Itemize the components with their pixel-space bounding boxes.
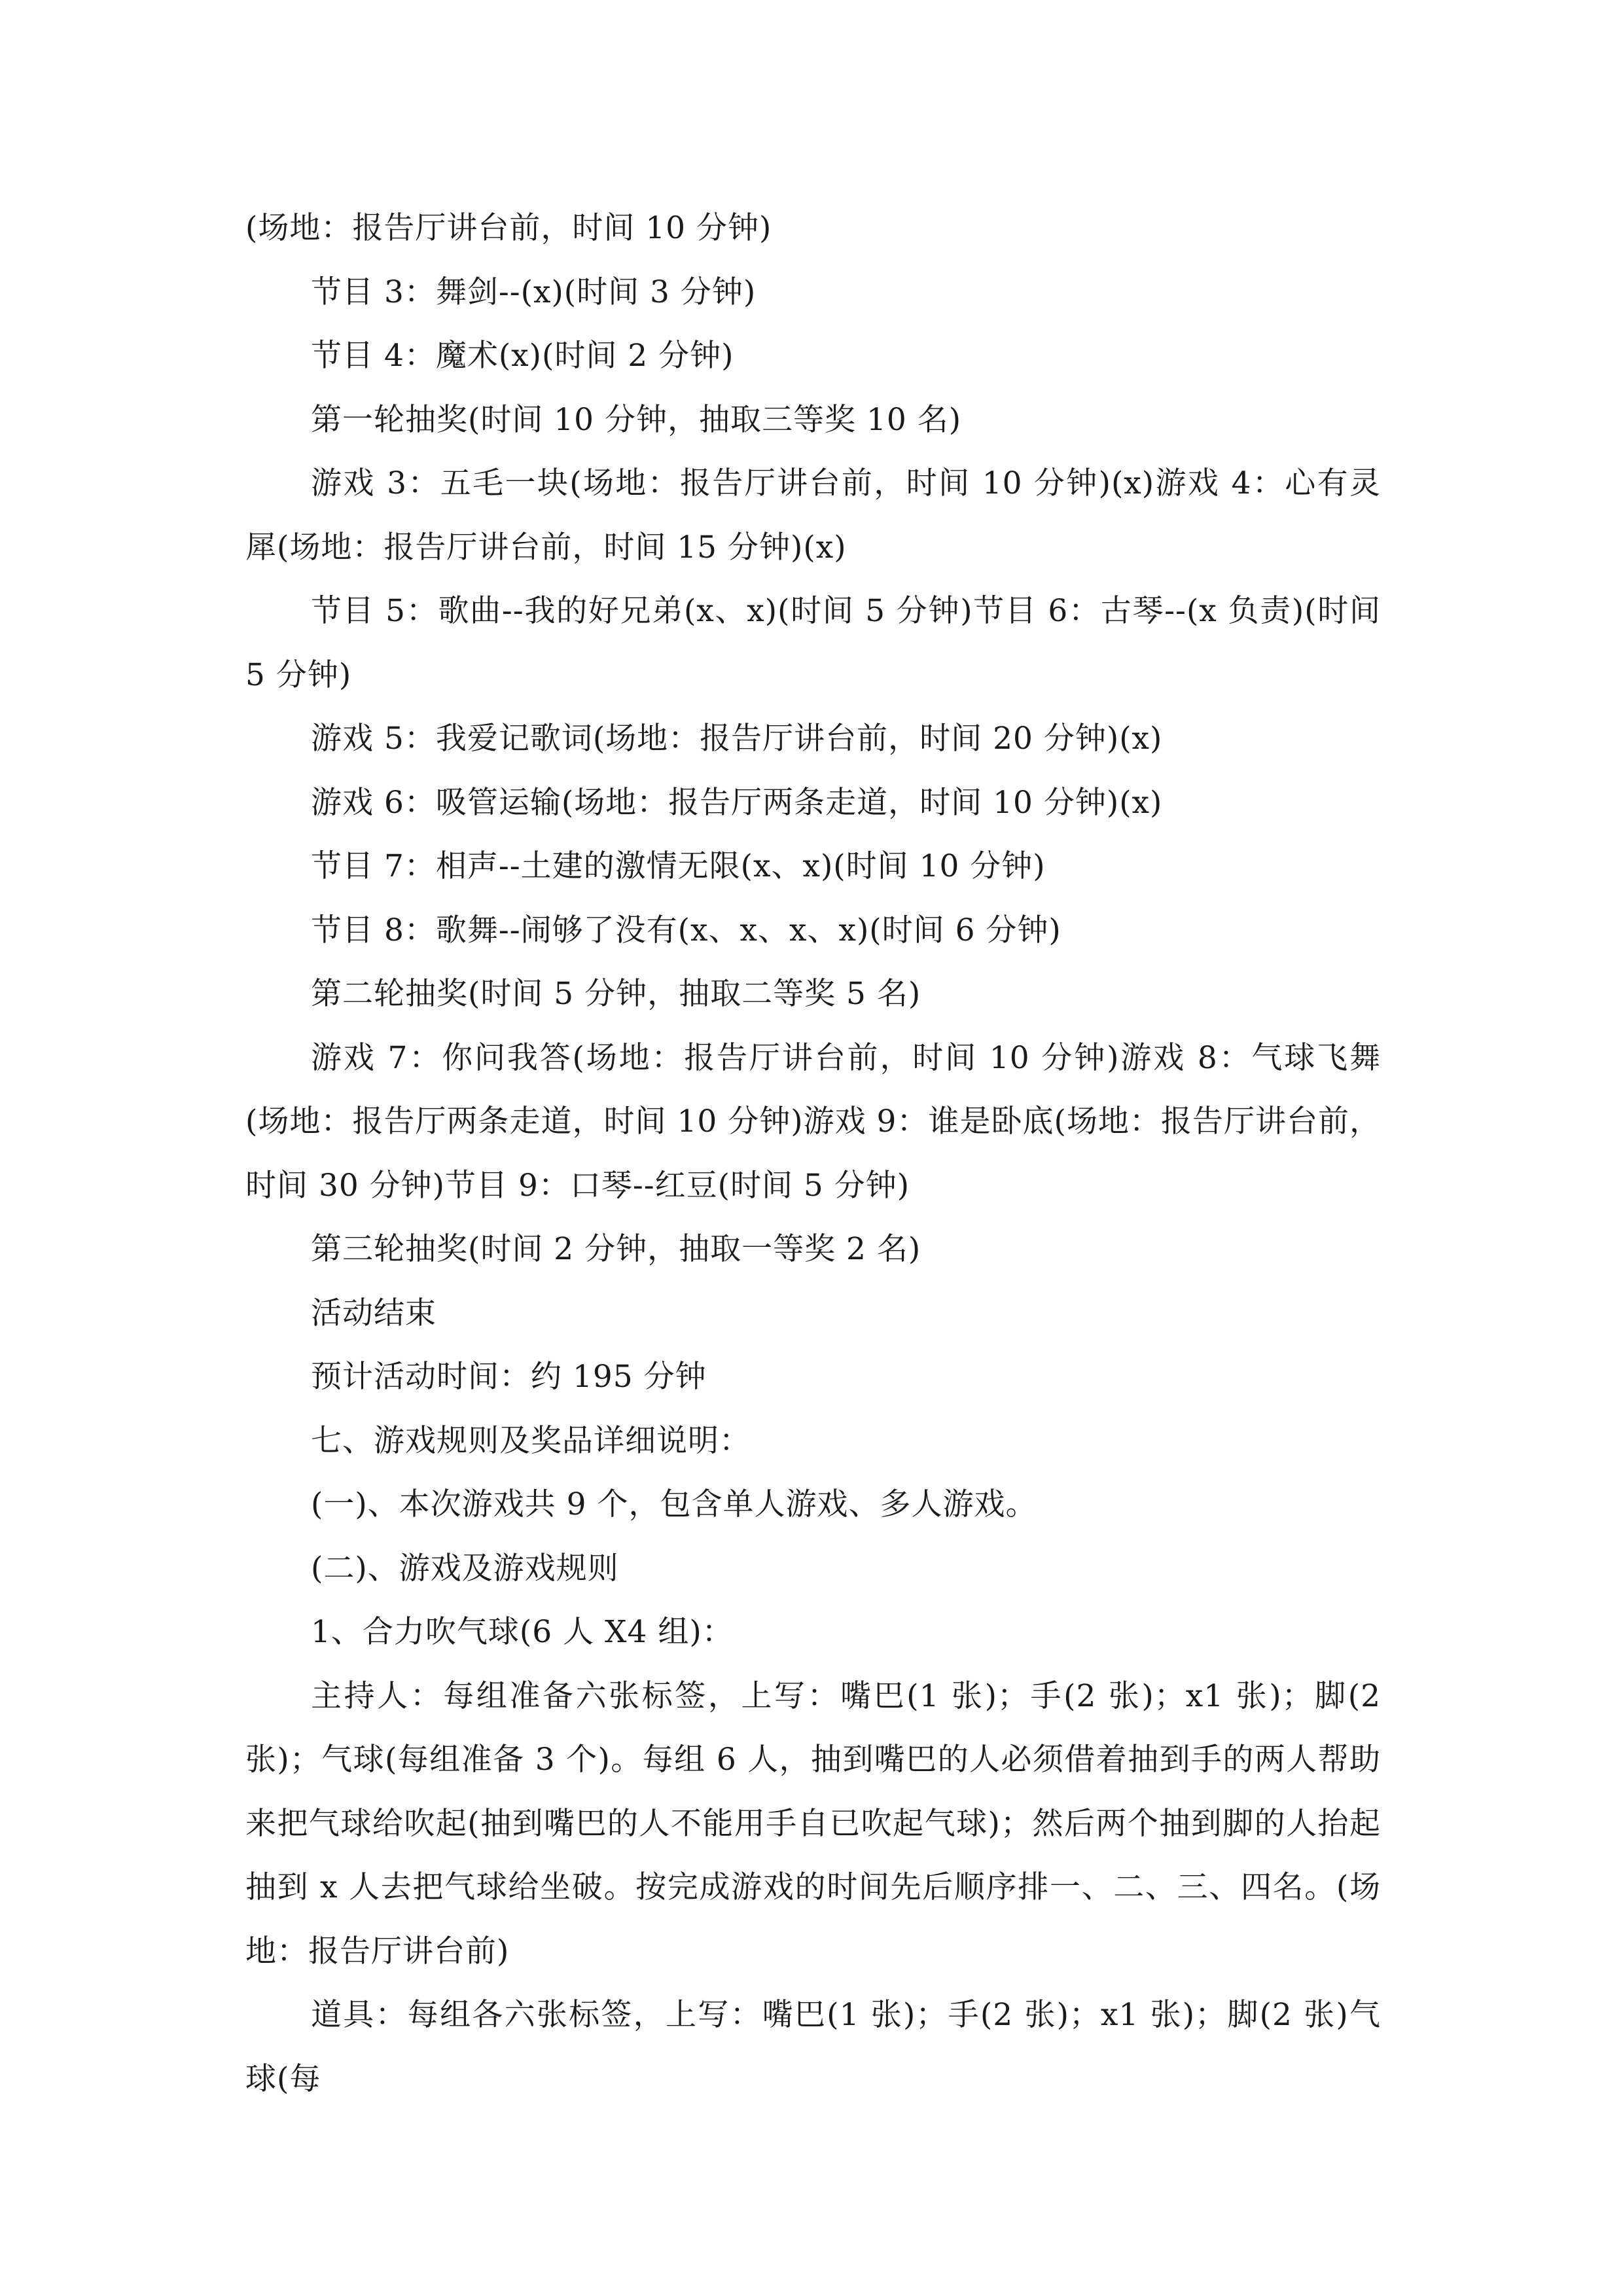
paragraph-programs-5-6: 节目 5：歌曲--我的好兄弟(x、x)(时间 5 分钟)节目 6：古琴--(x 负责)(时间 5 分钟) bbox=[245, 593, 1381, 693]
paragraph-game-1-props: 道具：每组各六张标签，上写：嘴巴(1 张)；手(2 张)；x1 张)；脚(2 张)气球(每 bbox=[245, 1997, 1381, 2097]
paragraph-games-3-4: 游戏 3：五毛一块(场地：报告厅讲台前，时间 10 分钟)(x)游戏 4：心有灵犀(场地：报告厅讲台前，时间 15 分钟)(x) bbox=[245, 465, 1381, 565]
paragraph-program-3: 节目 3：舞剑--(x)(时间 3 分钟) bbox=[311, 274, 757, 310]
paragraph-lottery-round-3: 第三轮抽奖(时间 2 分钟，抽取一等奖 2 名) bbox=[311, 1231, 921, 1267]
subheading-games-and-rules: (二)、游戏及游戏规则 bbox=[311, 1550, 619, 1587]
paragraph-lottery-round-2: 第二轮抽奖(时间 5 分钟，抽取二等奖 5 名) bbox=[311, 976, 921, 1012]
paragraph-program-4: 节目 4：魔术(x)(时间 2 分钟) bbox=[311, 338, 734, 374]
paragraph-program-7: 节目 7：相声--土建的激情无限(x、x)(时间 10 分钟) bbox=[311, 848, 1046, 884]
section-heading-rules: 七、游戏规则及奖品详细说明： bbox=[311, 1422, 751, 1459]
paragraph-game-1-host: 主持人：每组准备六张标签，上写：嘴巴(1 张)；手(2 张)；x1 张)；脚(2 张)；气球(每组准备 3 个)。每组 6 人，抽到嘴巴的人必须借着抽到手的两人帮助来把气球给吹起(抽到嘴巴的人不能用手自已吹起气球)；然后两个抽到脚的人抬起抽到 x 人去把气球给坐破。按完成游戏的时间先后顺序排一、二、三、四名。(场地：报告厅讲台前) bbox=[245, 1677, 1381, 1969]
paragraph-estimated-time: 预计活动时间：约 195 分钟 bbox=[311, 1359, 707, 1395]
paragraph-rules-overview: (一)、本次游戏共 9 个，包含单人游戏、多人游戏。 bbox=[311, 1486, 1037, 1522]
paragraph-game-5: 游戏 5：我爱记歌词(场地：报告厅讲台前，时间 20 分钟)(x) bbox=[311, 721, 1163, 757]
paragraph-lottery-round-1: 第一轮抽奖(时间 10 分钟，抽取三等奖 10 名) bbox=[311, 401, 962, 438]
document-body bbox=[245, 196, 1381, 2111]
paragraph-program-8: 节目 8：歌舞--闹够了没有(x、x、x、x)(时间 6 分钟) bbox=[311, 912, 1061, 948]
paragraph-event-end: 活动结束 bbox=[311, 1295, 437, 1331]
subheading-game-1: 1、合力吹气球(6 人 X4 组)： bbox=[311, 1614, 734, 1650]
paragraph-venue-continuation: (场地：报告厅讲台前，时间 10 分钟) bbox=[245, 210, 772, 246]
paragraph-game-6: 游戏 6：吸管运输(场地：报告厅两条走道，时间 10 分钟)(x) bbox=[311, 784, 1163, 821]
paragraph-games-7-9: 游戏 7：你问我答(场地：报告厅讲台前，时间 10 分钟)游戏 8：气球飞舞(场地：报告厅两条走道，时间 10 分钟)游戏 9：谁是卧底(场地：报告厅讲台前，时间 30 分钟)节目 9：口琴--红豆(时间 5 分钟) bbox=[245, 1039, 1381, 1204]
